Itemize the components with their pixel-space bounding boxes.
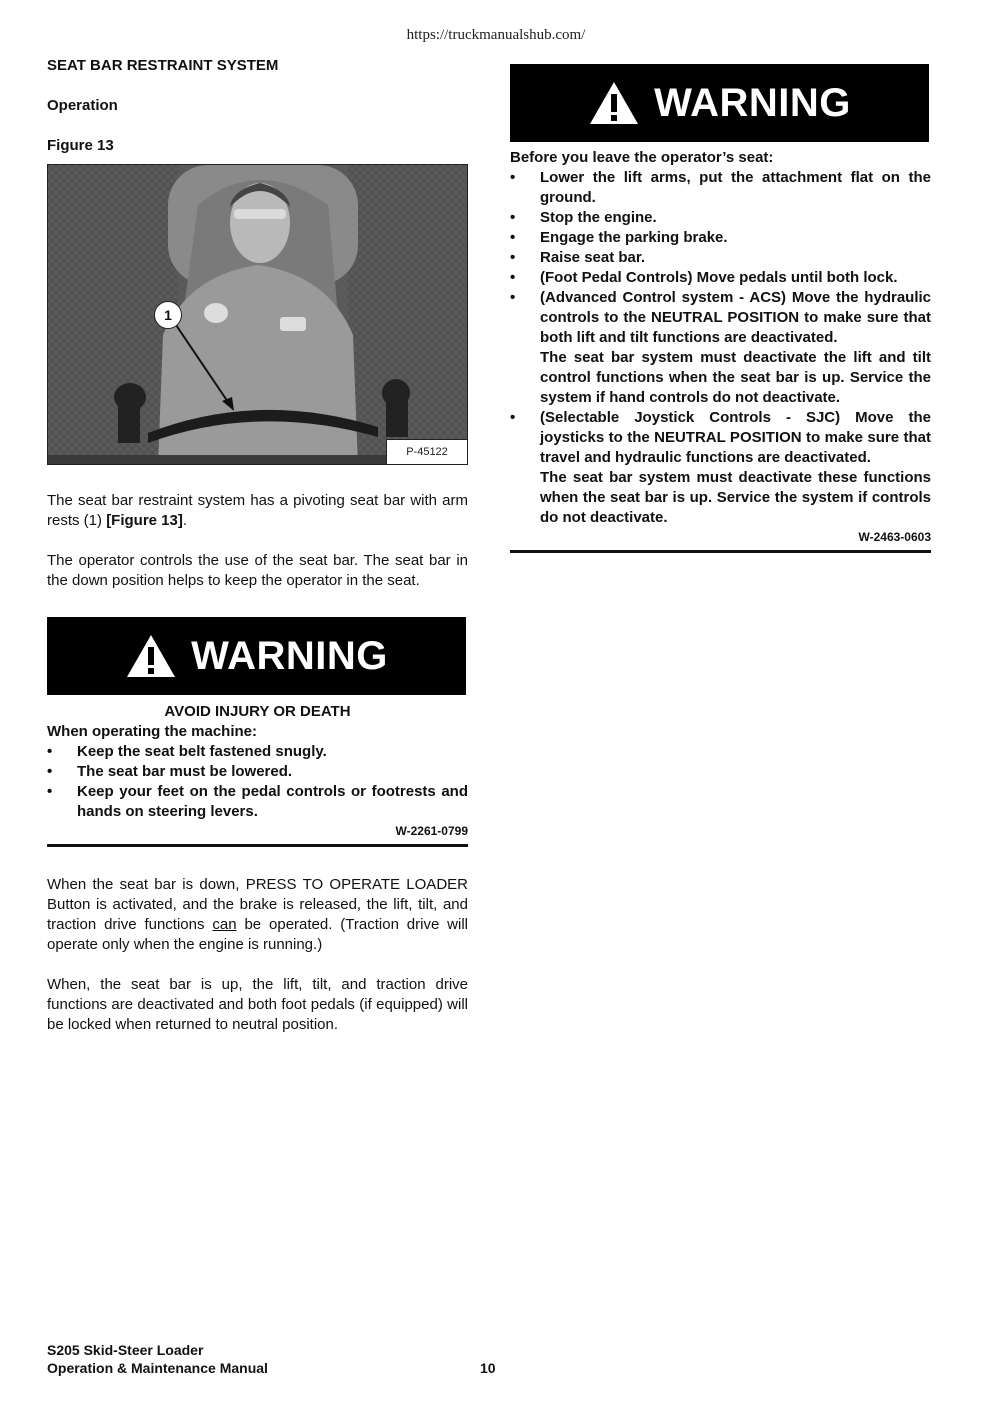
figure-reference-link[interactable]: [Figure 13]	[106, 512, 183, 529]
figure-13-photo	[47, 164, 468, 465]
list-item: • Stop the engine.	[510, 209, 657, 226]
footer-title	[47, 1341, 268, 1377]
left-column	[47, 56, 468, 1035]
list-item: • The seat bar must be lowered.	[47, 763, 293, 780]
list-item: • (Selectable Joystick Controls - SJC) Move the joysticks to the NEUTRAL POSITION to make sure that travel and hydraulic functions are deactivated.	[510, 409, 931, 466]
warning-list-left	[47, 742, 468, 822]
callout-number: 1	[154, 301, 182, 329]
paragraph-operator-controls: The operator controls the use of the seat bar. The seat bar in the down position helps to keep the operator in the seat.	[47, 552, 468, 589]
list-item: • Raise seat bar.	[510, 249, 646, 266]
warning-title: AVOID INJURY OR DEATH	[164, 703, 351, 720]
paragraph-seat-bar-down: When the seat bar is down, PRESS TO OPERATE LOADER Button is activated, and the brake is released, the lift, tilt, and traction drive functions can be operated. (Traction drive will operate only when the engine is running.)	[47, 876, 469, 953]
footer-manual-name: Operation & Maintenance Manual	[47, 1360, 268, 1376]
para1-text: The seat bar restraint system has a pivoting seat bar with arm rests (1)	[47, 492, 468, 529]
list-item: • Lower the lift arms, put the attachment flat on the ground.	[510, 169, 931, 206]
list-item: • Keep your feet on the pedal controls or footrests and hands on steering levers.	[47, 783, 468, 820]
page-number: 10	[480, 1360, 496, 1376]
warning-code: W-2463-0603	[858, 530, 931, 544]
para1-end: .	[182, 512, 188, 529]
paragraph-seat-bar-up: When, the seat bar is up, the lift, tilt, and traction drive functions are deactivated and both foot pedals (if equipped) will be locked when returned to neutral position.	[47, 976, 468, 1033]
warning-list-right	[510, 168, 931, 528]
warning-banner-right	[510, 64, 929, 142]
subheading-operation: Operation	[47, 97, 118, 114]
warning-banner-left	[47, 617, 466, 695]
divider-rule	[510, 550, 931, 553]
list-item: • Keep the seat belt fastened snugly.	[47, 743, 327, 760]
figure-label: Figure 13	[47, 137, 114, 154]
warning-intro: Before you leave the operator’s seat:	[510, 149, 774, 166]
divider-rule	[47, 844, 468, 847]
warning-word: WARNING	[191, 633, 388, 678]
list-item: • Engage the parking brake.	[510, 229, 728, 246]
footer-model: S205 Skid-Steer Loader	[47, 1342, 204, 1358]
right-column	[510, 64, 931, 553]
list-note: The seat bar system must deactivate the lift and tilt control functions when the seat bar is up. Service the system if hand controls do not deactivate.	[540, 349, 931, 406]
paragraph-seat-bar-description	[47, 491, 468, 531]
warning-word: WARNING	[654, 80, 851, 125]
callout-arrow	[48, 165, 468, 465]
warning-triangle-icon	[125, 633, 177, 679]
list-note: The seat bar system must deactivate these functions when the seat bar is up. Service the system if controls do not deactivate.	[540, 469, 931, 526]
list-item: • (Foot Pedal Controls) Move pedals until both lock.	[510, 269, 898, 286]
source-url[interactable]: https://truckmanualshub.com/	[406, 27, 586, 43]
warning-triangle-icon	[588, 80, 640, 126]
warning-intro: When operating the machine:	[47, 723, 258, 740]
section-title: SEAT BAR RESTRAINT SYSTEM	[47, 57, 279, 74]
warning-code: W-2261-0799	[395, 824, 468, 838]
list-item: • (Advanced Control system - ACS) Move the hydraulic controls to the NEUTRAL POSITION to make sure that both lift and tilt functions are deactivated.	[510, 289, 931, 346]
photo-code: P-45122	[386, 439, 467, 464]
